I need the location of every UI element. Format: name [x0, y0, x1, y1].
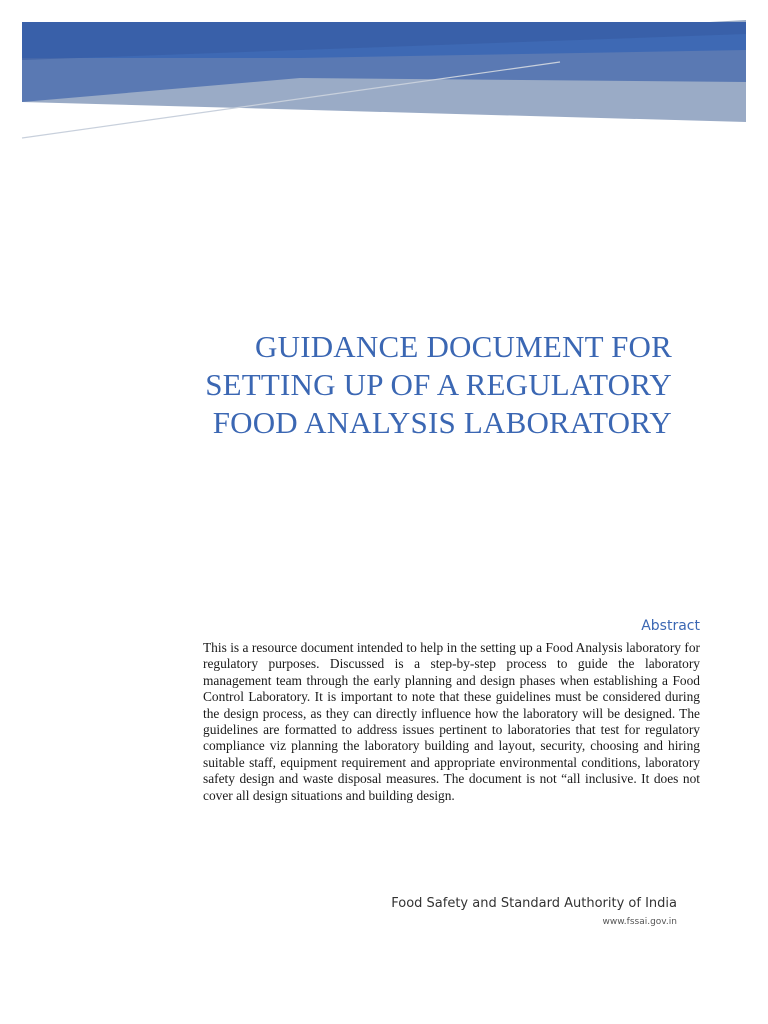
title-line-1: GUIDANCE DOCUMENT FOR [255, 329, 672, 364]
website-link[interactable]: www.fssai.gov.in [602, 917, 677, 927]
title-line-3: FOOD ANALYSIS LABORATORY [212, 405, 672, 440]
abstract-heading: Abstract [641, 618, 700, 634]
organization-name: Food Safety and Standard Authority of India [391, 896, 677, 911]
title-line-2: SETTING UP OF A REGULATORY [205, 367, 672, 402]
document-title [152, 328, 672, 442]
abstract-text: This is a resource document intended to help in the setting up a Food Analysis laboratory for regulatory purposes. Discussed is a step-by-step process to guide the laboratory management team through the early planning and design phases when establishing a Food Control Laboratory. It is important to note that these guidelines must be considered during the design process, as they can directly influence how the laboratory will be designed. The guidelines are formatted to address issues pertinent to laboratories that test for regulatory compliance viz planning the laboratory building and layout, security, choosing and hiring suitable staff, equipment requirement and appropriate environmental conditions, laboratory safety design and waste disposal measures. The document is not “all inclusive. It does not cover all design situations and building design. [203, 640, 700, 803]
header-banner [0, 0, 768, 150]
